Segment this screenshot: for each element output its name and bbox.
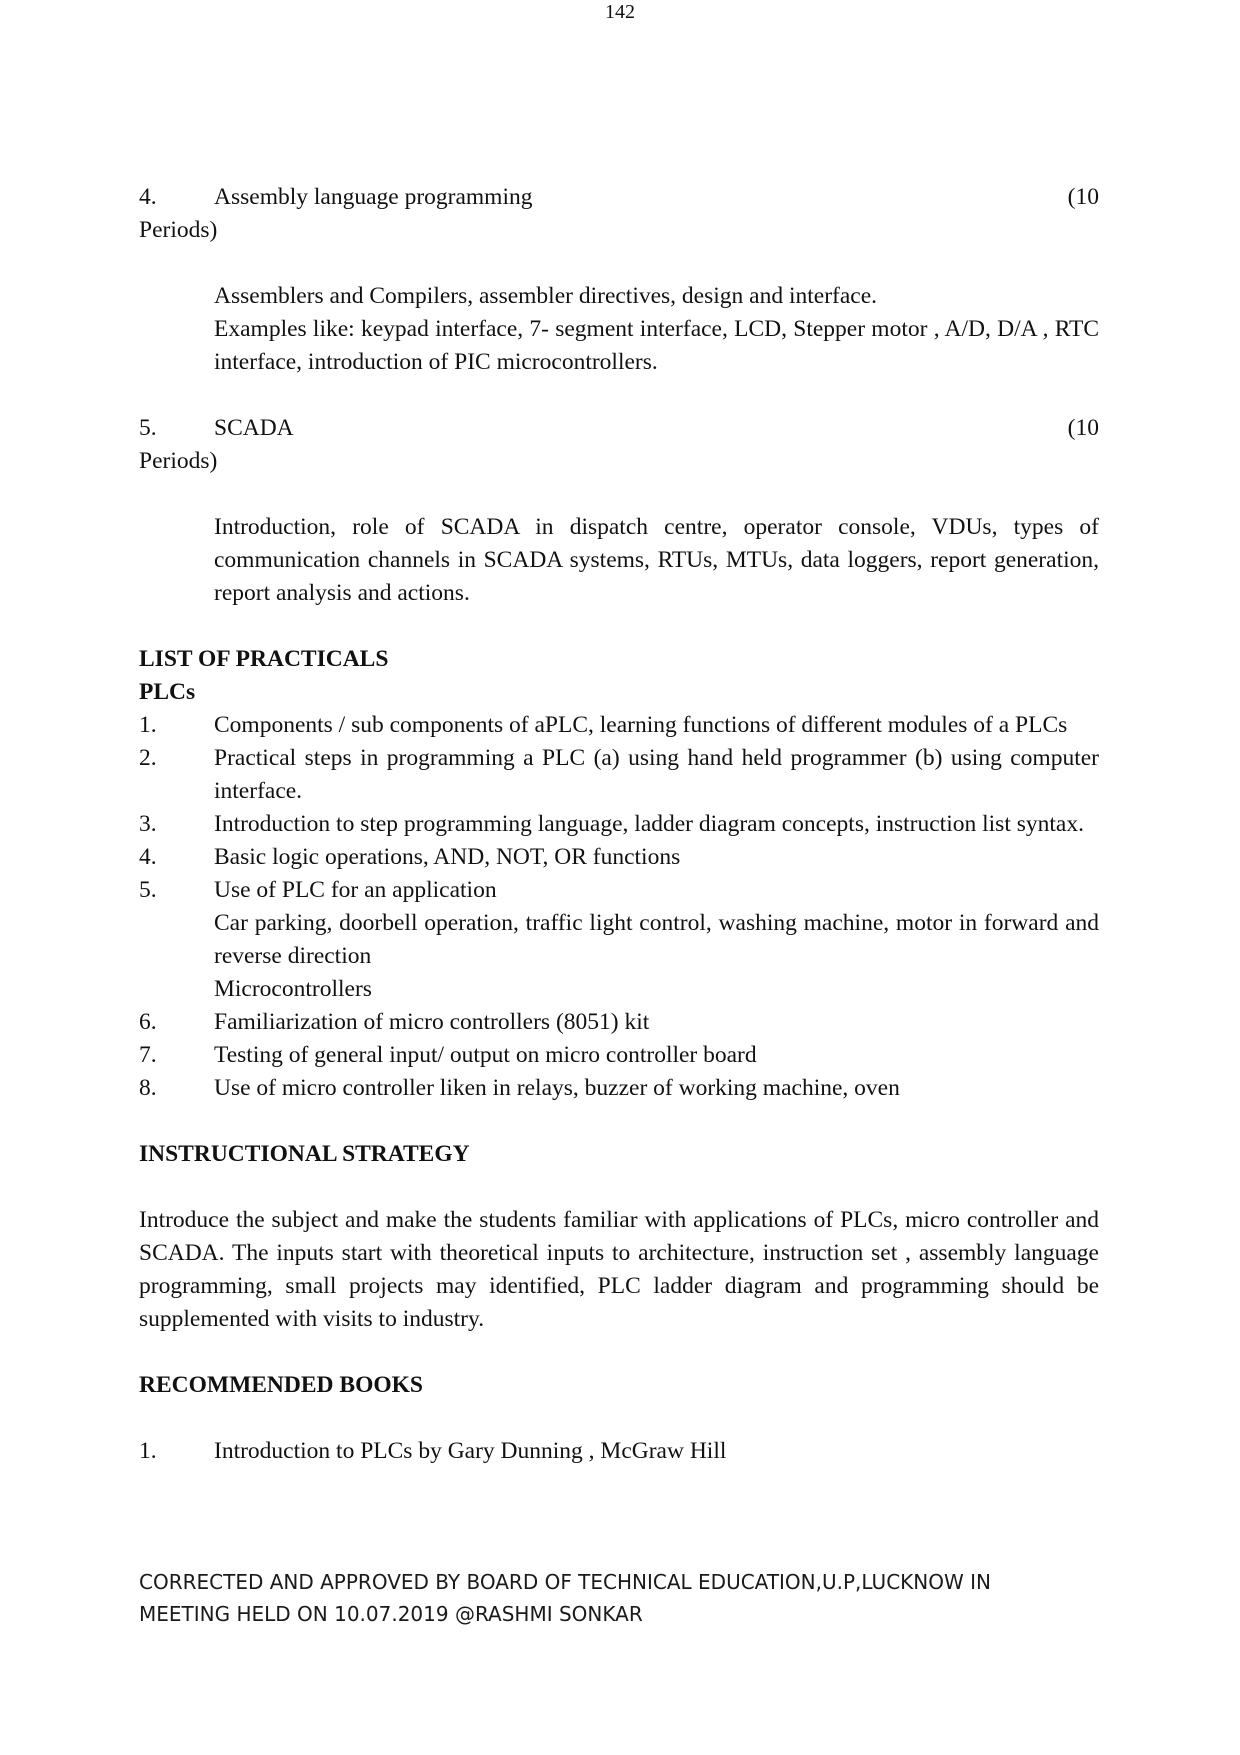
list-item-text: Introduction to step programming language, ladder diagram concepts, instruction list syntax.: [214, 811, 1084, 837]
section-4-number: 4.: [139, 184, 157, 210]
strategy-heading: INSTRUCTIONAL STRATEGY: [139, 1141, 470, 1167]
list-item-text: Introduction to PLCs by Gary Dunning , McGraw Hill: [214, 1438, 727, 1464]
list-item: [139, 1039, 1099, 1072]
section-5-header: [139, 412, 1099, 445]
footer-line-1: CORRECTED AND APPROVED BY BOARD OF TECHNICAL EDUCATION,U.P,LUCKNOW IN: [139, 1570, 991, 1594]
footer-line-2: MEETING HELD ON 10.07.2019 @RASHMI SONKAR: [139, 1602, 643, 1626]
list-item-text: Familiarization of micro controllers (8051) kit: [214, 1009, 650, 1035]
list-item: [139, 874, 1099, 907]
section-5-periods-open: (10: [1067, 415, 1099, 441]
section-4-body: [139, 280, 1099, 379]
strategy-body: Introduce the subject and make the students familiar with applications of PLCs, micro controller and SCADA. The inputs start with theoretical inputs to architecture, instruction set , assembly language programming, small projects may identified, PLC ladder diagram and programming should be supplemented with visits to industry.: [139, 1207, 1099, 1332]
list-item-number: 1.: [139, 712, 157, 738]
section-5-body: Introduction, role of SCADA in dispatch centre, operator console, VDUs, types of communication channels in SCADA systems, RTUs, MTUs, data loggers, report generation, report analysis and actions.: [214, 514, 1099, 606]
list-item-text: Basic logic operations, AND, NOT, OR functions: [214, 844, 681, 870]
list-item-number: 1.: [139, 1438, 157, 1464]
microcontrollers-heading: Microcontrollers: [214, 976, 372, 1002]
list-item: [139, 709, 1099, 742]
list-item-text: Practical steps in programming a PLC (a) using hand held programmer (b) using computer interface.: [214, 745, 1099, 804]
section-4-periods-close: Periods): [139, 217, 218, 243]
section-5-title: SCADA: [214, 415, 294, 441]
page-content: [139, 181, 1099, 1468]
section-4-line-2: Examples like: keypad interface, 7- segment interface, LCD, Stepper motor , A/D, D/A , RTC interface, introduction of PIC microcontrollers.: [214, 316, 1099, 375]
section-4-title: Assembly language programming: [214, 184, 533, 210]
list-item-number: 7.: [139, 1042, 157, 1068]
section-5-number: 5.: [139, 415, 157, 441]
practicals-heading: LIST OF PRACTICALS: [139, 646, 389, 672]
list-item-number: 4.: [139, 844, 157, 870]
section-4-header: [139, 181, 1099, 214]
list-item: [139, 808, 1099, 841]
footer: [139, 1566, 1099, 1630]
list-item: [139, 841, 1099, 874]
list-item: [139, 1072, 1099, 1105]
list-item-number: 8.: [139, 1075, 157, 1101]
list-item-number: 6.: [139, 1009, 157, 1035]
list-item-number: 2.: [139, 745, 157, 771]
item-5-detail: Car parking, doorbell operation, traffic light control, washing machine, motor in forward and reverse direction: [214, 910, 1099, 969]
section-4-line-1: Assemblers and Compilers, assembler directives, design and interface.: [214, 283, 878, 309]
section-4-periods-open: (10: [1067, 184, 1099, 210]
practicals-subheading-plcs: PLCs: [139, 679, 196, 705]
page-number: 142: [605, 1, 635, 23]
section-5-periods-close: Periods): [139, 448, 218, 474]
list-item-number: 5.: [139, 877, 157, 903]
list-item-text: Components / sub components of aPLC, learning functions of different modules of a PLCs: [214, 712, 1068, 738]
list-item: [139, 1006, 1099, 1039]
list-item-number: 3.: [139, 811, 157, 837]
list-item-text: Use of micro controller liken in relays, buzzer of working machine, oven: [214, 1075, 900, 1101]
books-heading: RECOMMENDED BOOKS: [139, 1372, 423, 1398]
list-item: [139, 742, 1099, 808]
list-item-text: Use of PLC for an application: [214, 877, 497, 903]
list-item-text: Testing of general input/ output on micro controller board: [214, 1042, 757, 1068]
list-item: [139, 1435, 1099, 1468]
